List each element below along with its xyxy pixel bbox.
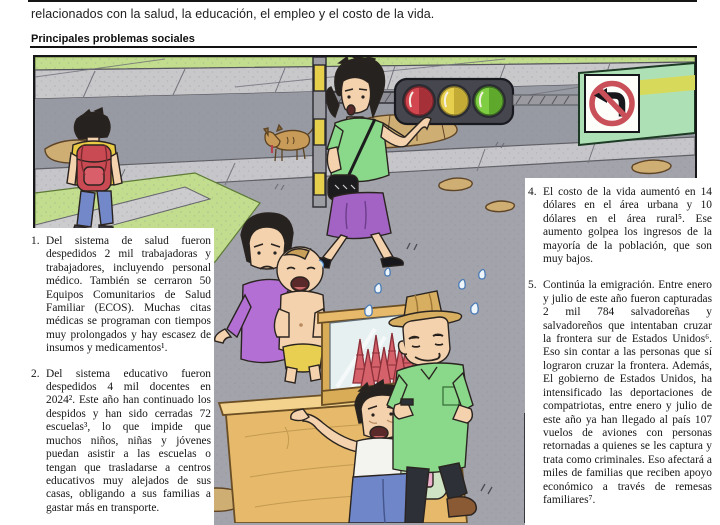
heading-rule: [30, 46, 697, 48]
list-item-1: [31, 235, 211, 356]
right-text-column: [525, 178, 720, 525]
item-number: 4.: [528, 186, 537, 198]
list-item-4: [528, 186, 712, 266]
list-item-5: [528, 279, 712, 507]
item-text: Del sistema educativo fueron despedidos 4 mil docentes en 2024². Este año han continuado los despidos y han sido cerradas 72 escuelas³, lo que impide que muchos niños, niñas y jóvenes puedan asistir a las escuelas o tengan que trasladarse a centros educativos muy alejados de sus casas, obligando a sus familias a gastar más en transporte.: [46, 367, 211, 514]
item-text: Del sistema de salud fueron despedidos 2 mil trabajadoras y trabajadores, incluyendo personal médico. También se cerraron 50 Equipos Comunitarios de Salud Familiar (ECOS). Muchas citas médicas se programan con tiempos muy prolongados y hay escasez de insumos y medicamentos¹.: [46, 235, 211, 355]
page-top-rule: [28, 0, 697, 2]
intro-paragraph: relacionados con la salud, la educación, el empleo y el costo de la vida.: [31, 7, 435, 21]
item-text: Continúa la emigración. Entre enero y julio de este año fueron capturadas 2 mil 784 salvadoreñas y salvadoreños que intentaban cruzar la frontera sur de Estados Unidos⁶. Eso sin contar a las personas que sí lograron cruzar la frontera. Además, El gobierno de Estados Unidos, ha intensificado las deportaciones de compatriotas, entre enero y julio de este año ya han llegado al país 107 vuelos de aviones con personas retornadas a quienes se les captura y trata como criminales. Eso afectará a miles de familias que reciben apoyo económico a través de remesas familiares⁷.: [543, 279, 712, 506]
item-text: El costo de la vida aumentó en 14 dólares en el área urbana y 10 dólares en el área rural⁵. Ese aumento golpea los ingresos de la mayoría de la población, que son muy bajos.: [543, 186, 712, 266]
item-number: 5.: [528, 279, 537, 292]
no-left-turn-sign: [579, 63, 695, 145]
left-text-column: [0, 228, 214, 525]
item-number: 1.: [31, 235, 40, 247]
section-heading: Principales problemas sociales: [31, 33, 195, 45]
list-item-2: [31, 368, 211, 515]
item-number: 2.: [31, 367, 40, 380]
